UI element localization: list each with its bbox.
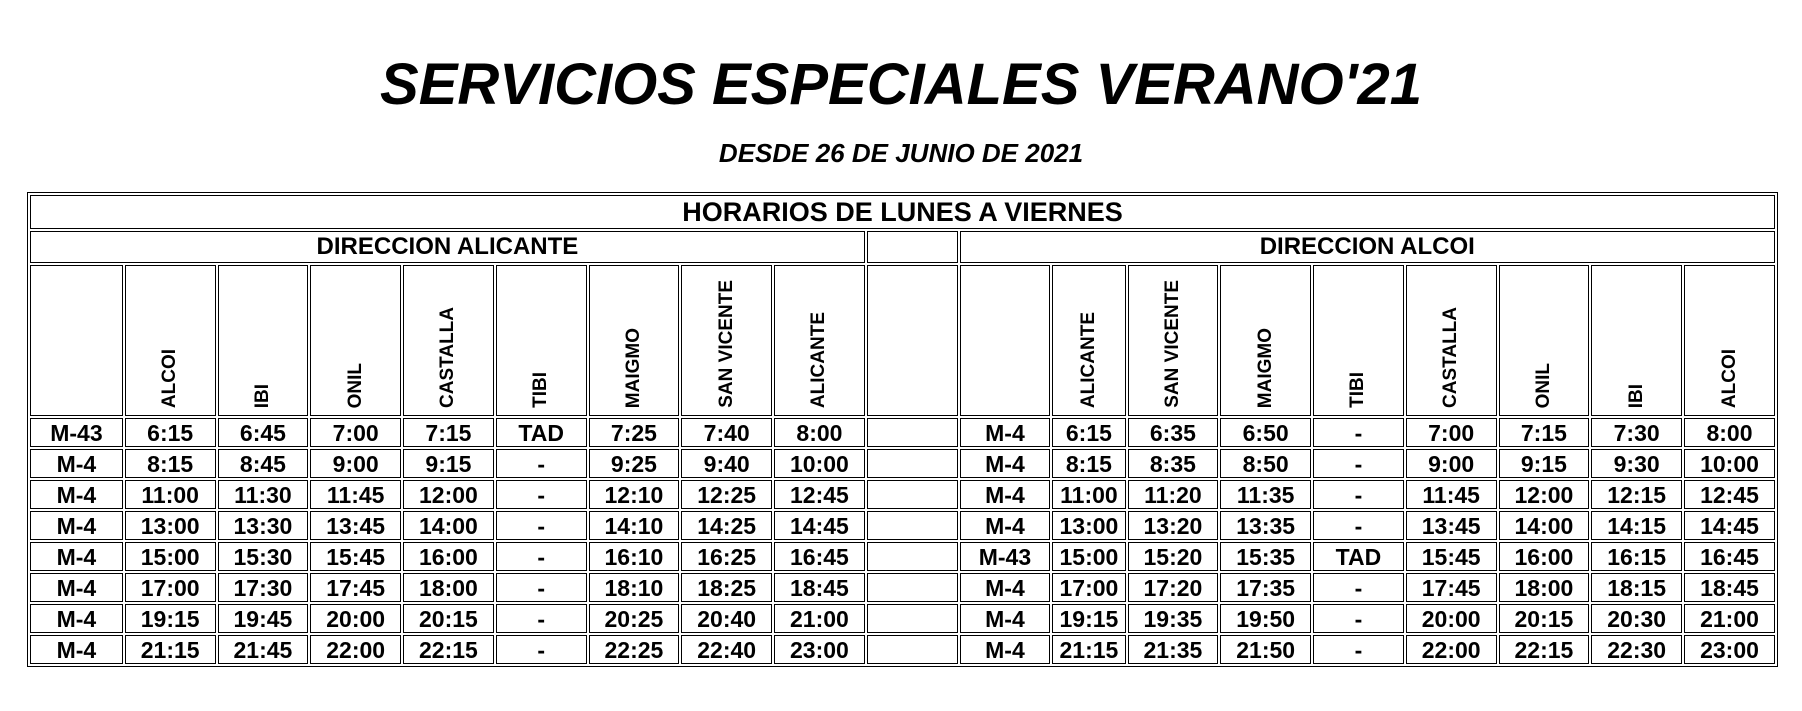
time-cell: 20:15 <box>1499 604 1590 633</box>
time-cell: 8:00 <box>774 418 865 447</box>
time-cell: 9:25 <box>589 449 680 478</box>
stop-label: ALCOI <box>159 348 181 408</box>
stops-header-row <box>30 265 1775 416</box>
stop-label: SAN VICENTE <box>715 280 737 408</box>
time-cell: 7:00 <box>1406 418 1497 447</box>
time-cell: 18:15 <box>1591 573 1682 602</box>
stop-header-cell <box>1052 265 1125 416</box>
line-code-cell: M-43 <box>960 542 1051 571</box>
line-code-cell: M-4 <box>960 449 1051 478</box>
time-cell: 10:00 <box>774 449 865 478</box>
table-title: HORARIOS DE LUNES A VIERNES <box>30 195 1775 229</box>
time-cell: - <box>1313 573 1404 602</box>
time-cell: - <box>1313 480 1404 509</box>
time-cell: 18:45 <box>1684 573 1775 602</box>
stop-header-cell <box>218 265 309 416</box>
separator-cell <box>867 635 958 664</box>
time-cell: 18:00 <box>403 573 494 602</box>
time-cell: 17:35 <box>1220 573 1311 602</box>
stop-label: ALICANTE <box>1077 311 1099 408</box>
schedule-container <box>27 192 1778 667</box>
time-cell: 9:00 <box>310 449 401 478</box>
stop-header-cell <box>1220 265 1311 416</box>
time-cell: 13:35 <box>1220 511 1311 540</box>
stop-header-cell <box>403 265 494 416</box>
time-cell: 23:00 <box>774 635 865 664</box>
time-cell: 16:10 <box>589 542 680 571</box>
stop-header-cell <box>774 265 865 416</box>
time-cell: 15:20 <box>1128 542 1219 571</box>
time-cell: 8:35 <box>1128 449 1219 478</box>
time-cell: 20:30 <box>1591 604 1682 633</box>
table-row <box>30 480 1775 509</box>
line-code-cell: M-4 <box>30 604 123 633</box>
time-cell: 14:45 <box>1684 511 1775 540</box>
time-cell: 6:45 <box>218 418 309 447</box>
stop-header-cell <box>1499 265 1590 416</box>
time-cell: 14:15 <box>1591 511 1682 540</box>
time-cell: 6:50 <box>1220 418 1311 447</box>
time-cell: - <box>496 480 587 509</box>
stop-header-cell <box>681 265 772 416</box>
time-cell: 19:35 <box>1128 604 1219 633</box>
stop-header-cell <box>1406 265 1497 416</box>
stop-header-cell <box>310 265 401 416</box>
time-cell: 16:00 <box>403 542 494 571</box>
time-cell: 13:00 <box>1052 511 1125 540</box>
stop-header-cell <box>1591 265 1682 416</box>
time-cell: - <box>496 511 587 540</box>
time-cell: - <box>1313 449 1404 478</box>
time-cell: 15:35 <box>1220 542 1311 571</box>
time-cell: 22:30 <box>1591 635 1682 664</box>
time-cell: 20:25 <box>589 604 680 633</box>
time-cell: 9:15 <box>1499 449 1590 478</box>
table-row <box>30 604 1775 633</box>
table-row <box>30 573 1775 602</box>
time-cell: 11:45 <box>310 480 401 509</box>
time-cell: 17:30 <box>218 573 309 602</box>
time-cell: 8:45 <box>218 449 309 478</box>
line-code-cell: M-4 <box>960 418 1051 447</box>
direction-row <box>30 231 1775 263</box>
time-cell: 17:45 <box>1406 573 1497 602</box>
time-cell: 18:00 <box>1499 573 1590 602</box>
time-cell: 13:00 <box>125 511 216 540</box>
table-row <box>30 511 1775 540</box>
time-cell: 20:40 <box>681 604 772 633</box>
stop-label: MAIGMO <box>622 327 644 408</box>
time-cell: 7:15 <box>1499 418 1590 447</box>
time-cell: 8:50 <box>1220 449 1311 478</box>
time-cell: 15:30 <box>218 542 309 571</box>
direction-alicante-header: DIRECCION ALICANTE <box>30 231 865 263</box>
time-cell: 6:15 <box>125 418 216 447</box>
time-cell: 16:45 <box>774 542 865 571</box>
time-cell: 21:00 <box>774 604 865 633</box>
time-cell: 19:50 <box>1220 604 1311 633</box>
time-cell: 22:15 <box>1499 635 1590 664</box>
separator-cell <box>867 573 958 602</box>
stop-label: CASTALLA <box>1440 307 1462 408</box>
separator-cell <box>867 480 958 509</box>
separator-cell <box>867 604 958 633</box>
time-cell: 15:00 <box>125 542 216 571</box>
time-cell: 13:45 <box>1406 511 1497 540</box>
line-code-cell: M-4 <box>30 449 123 478</box>
time-cell: 9:00 <box>1406 449 1497 478</box>
time-cell: 7:00 <box>310 418 401 447</box>
time-cell: TAD <box>1313 542 1404 571</box>
time-cell: 21:35 <box>1128 635 1219 664</box>
page-title: SERVICIOS ESPECIALES VERANO'21 <box>380 52 1422 117</box>
time-cell: 21:15 <box>1052 635 1125 664</box>
time-cell: 9:30 <box>1591 449 1682 478</box>
time-cell: 11:20 <box>1128 480 1219 509</box>
time-cell: 16:25 <box>681 542 772 571</box>
stop-label: MAIGMO <box>1254 327 1276 408</box>
time-cell: 15:00 <box>1052 542 1125 571</box>
time-cell: 16:45 <box>1684 542 1775 571</box>
time-cell: 21:50 <box>1220 635 1311 664</box>
separator-cell <box>867 511 958 540</box>
line-code-cell: M-4 <box>960 604 1051 633</box>
time-cell: 22:00 <box>1406 635 1497 664</box>
line-code-cell: M-43 <box>30 418 123 447</box>
time-cell: 22:25 <box>589 635 680 664</box>
time-cell: 6:35 <box>1128 418 1219 447</box>
separator-cell <box>867 418 958 447</box>
time-cell: 21:45 <box>218 635 309 664</box>
stop-label: CASTALLA <box>437 307 459 408</box>
time-cell: 17:45 <box>310 573 401 602</box>
table-row <box>30 418 1775 447</box>
time-cell: 8:15 <box>125 449 216 478</box>
time-cell: 8:15 <box>1052 449 1125 478</box>
time-cell: 20:15 <box>403 604 494 633</box>
stop-label: SAN VICENTE <box>1161 280 1183 408</box>
stop-header-cell <box>589 265 680 416</box>
line-code-cell: M-4 <box>30 480 123 509</box>
time-cell: 14:25 <box>681 511 772 540</box>
time-cell: 13:45 <box>310 511 401 540</box>
line-code-cell: M-4 <box>960 511 1051 540</box>
stop-label: IBI <box>251 383 273 408</box>
time-cell: 16:15 <box>1591 542 1682 571</box>
time-cell: 21:00 <box>1684 604 1775 633</box>
time-cell: 22:40 <box>681 635 772 664</box>
time-cell: 19:15 <box>1052 604 1125 633</box>
time-cell: 12:00 <box>403 480 494 509</box>
time-cell: 11:00 <box>125 480 216 509</box>
time-cell: 11:35 <box>1220 480 1311 509</box>
line-code-cell: M-4 <box>30 511 123 540</box>
time-cell: 17:20 <box>1128 573 1219 602</box>
time-cell: 23:00 <box>1684 635 1775 664</box>
page-subtitle: DESDE 26 DE JUNIO DE 2021 <box>718 138 1084 168</box>
line-code-cell: M-4 <box>30 635 123 664</box>
time-cell: 12:15 <box>1591 480 1682 509</box>
stop-header-cell <box>496 265 587 416</box>
line-code-cell: M-4 <box>30 542 123 571</box>
stop-label: ALICANTE <box>808 311 830 408</box>
time-cell: 9:40 <box>681 449 772 478</box>
time-cell: - <box>1313 635 1404 664</box>
stop-header-cell <box>1128 265 1219 416</box>
line-code-cell: M-4 <box>30 573 123 602</box>
stop-label: ALCOI <box>1718 348 1740 408</box>
line-code-cell: M-4 <box>960 573 1051 602</box>
stop-label: TIBI <box>1347 372 1369 408</box>
time-cell: 7:30 <box>1591 418 1682 447</box>
time-cell: 18:45 <box>774 573 865 602</box>
line-header-cell <box>960 265 1051 416</box>
time-cell: 16:00 <box>1499 542 1590 571</box>
line-header-cell <box>30 265 123 416</box>
time-cell: 9:15 <box>403 449 494 478</box>
time-cell: 12:10 <box>589 480 680 509</box>
stop-header-cell <box>1684 265 1775 416</box>
time-cell: 14:00 <box>1499 511 1590 540</box>
time-cell: 18:10 <box>589 573 680 602</box>
time-cell: 13:30 <box>218 511 309 540</box>
separator-cell <box>867 231 958 263</box>
time-cell: - <box>496 573 587 602</box>
line-code-cell: M-4 <box>960 635 1051 664</box>
time-cell: 20:00 <box>1406 604 1497 633</box>
time-cell: 7:40 <box>681 418 772 447</box>
time-cell: 14:10 <box>589 511 680 540</box>
time-cell: 17:00 <box>125 573 216 602</box>
time-cell: - <box>496 635 587 664</box>
time-cell: 11:00 <box>1052 480 1125 509</box>
line-code-cell: M-4 <box>960 480 1051 509</box>
time-cell: 10:00 <box>1684 449 1775 478</box>
separator-cell <box>867 542 958 571</box>
table-title-row <box>30 195 1775 229</box>
time-cell: - <box>496 542 587 571</box>
time-cell: 12:00 <box>1499 480 1590 509</box>
time-cell: TAD <box>496 418 587 447</box>
time-cell: 7:15 <box>403 418 494 447</box>
stop-header-cell <box>1313 265 1404 416</box>
time-cell: 12:45 <box>1684 480 1775 509</box>
time-cell: 19:45 <box>218 604 309 633</box>
time-cell: - <box>1313 418 1404 447</box>
time-cell: 15:45 <box>1406 542 1497 571</box>
stop-label: ONIL <box>344 362 366 408</box>
time-cell: - <box>496 604 587 633</box>
time-cell: 18:25 <box>681 573 772 602</box>
time-cell: - <box>496 449 587 478</box>
time-cell: 7:25 <box>589 418 680 447</box>
time-cell: - <box>1313 604 1404 633</box>
table-row <box>30 635 1775 664</box>
time-cell: 20:00 <box>310 604 401 633</box>
time-cell: 22:15 <box>403 635 494 664</box>
stop-header-cell <box>125 265 216 416</box>
stop-label: ONIL <box>1532 362 1554 408</box>
time-cell: 11:30 <box>218 480 309 509</box>
time-cell: 8:00 <box>1684 418 1775 447</box>
stop-label: TIBI <box>530 372 552 408</box>
time-cell: 19:15 <box>125 604 216 633</box>
time-cell: 14:00 <box>403 511 494 540</box>
separator-cell <box>867 265 958 416</box>
time-cell: 11:45 <box>1406 480 1497 509</box>
time-cell: 12:25 <box>681 480 772 509</box>
time-cell: 17:00 <box>1052 573 1125 602</box>
time-cell: 12:45 <box>774 480 865 509</box>
table-row <box>30 449 1775 478</box>
stop-label: IBI <box>1625 383 1647 408</box>
table-row <box>30 542 1775 571</box>
time-cell: - <box>1313 511 1404 540</box>
schedule-table <box>27 192 1778 667</box>
time-cell: 22:00 <box>310 635 401 664</box>
time-cell: 6:15 <box>1052 418 1125 447</box>
direction-alcoi-header: DIRECCION ALCOI <box>960 231 1775 263</box>
time-cell: 15:45 <box>310 542 401 571</box>
time-cell: 21:15 <box>125 635 216 664</box>
separator-cell <box>867 449 958 478</box>
time-cell: 14:45 <box>774 511 865 540</box>
time-cell: 13:20 <box>1128 511 1219 540</box>
